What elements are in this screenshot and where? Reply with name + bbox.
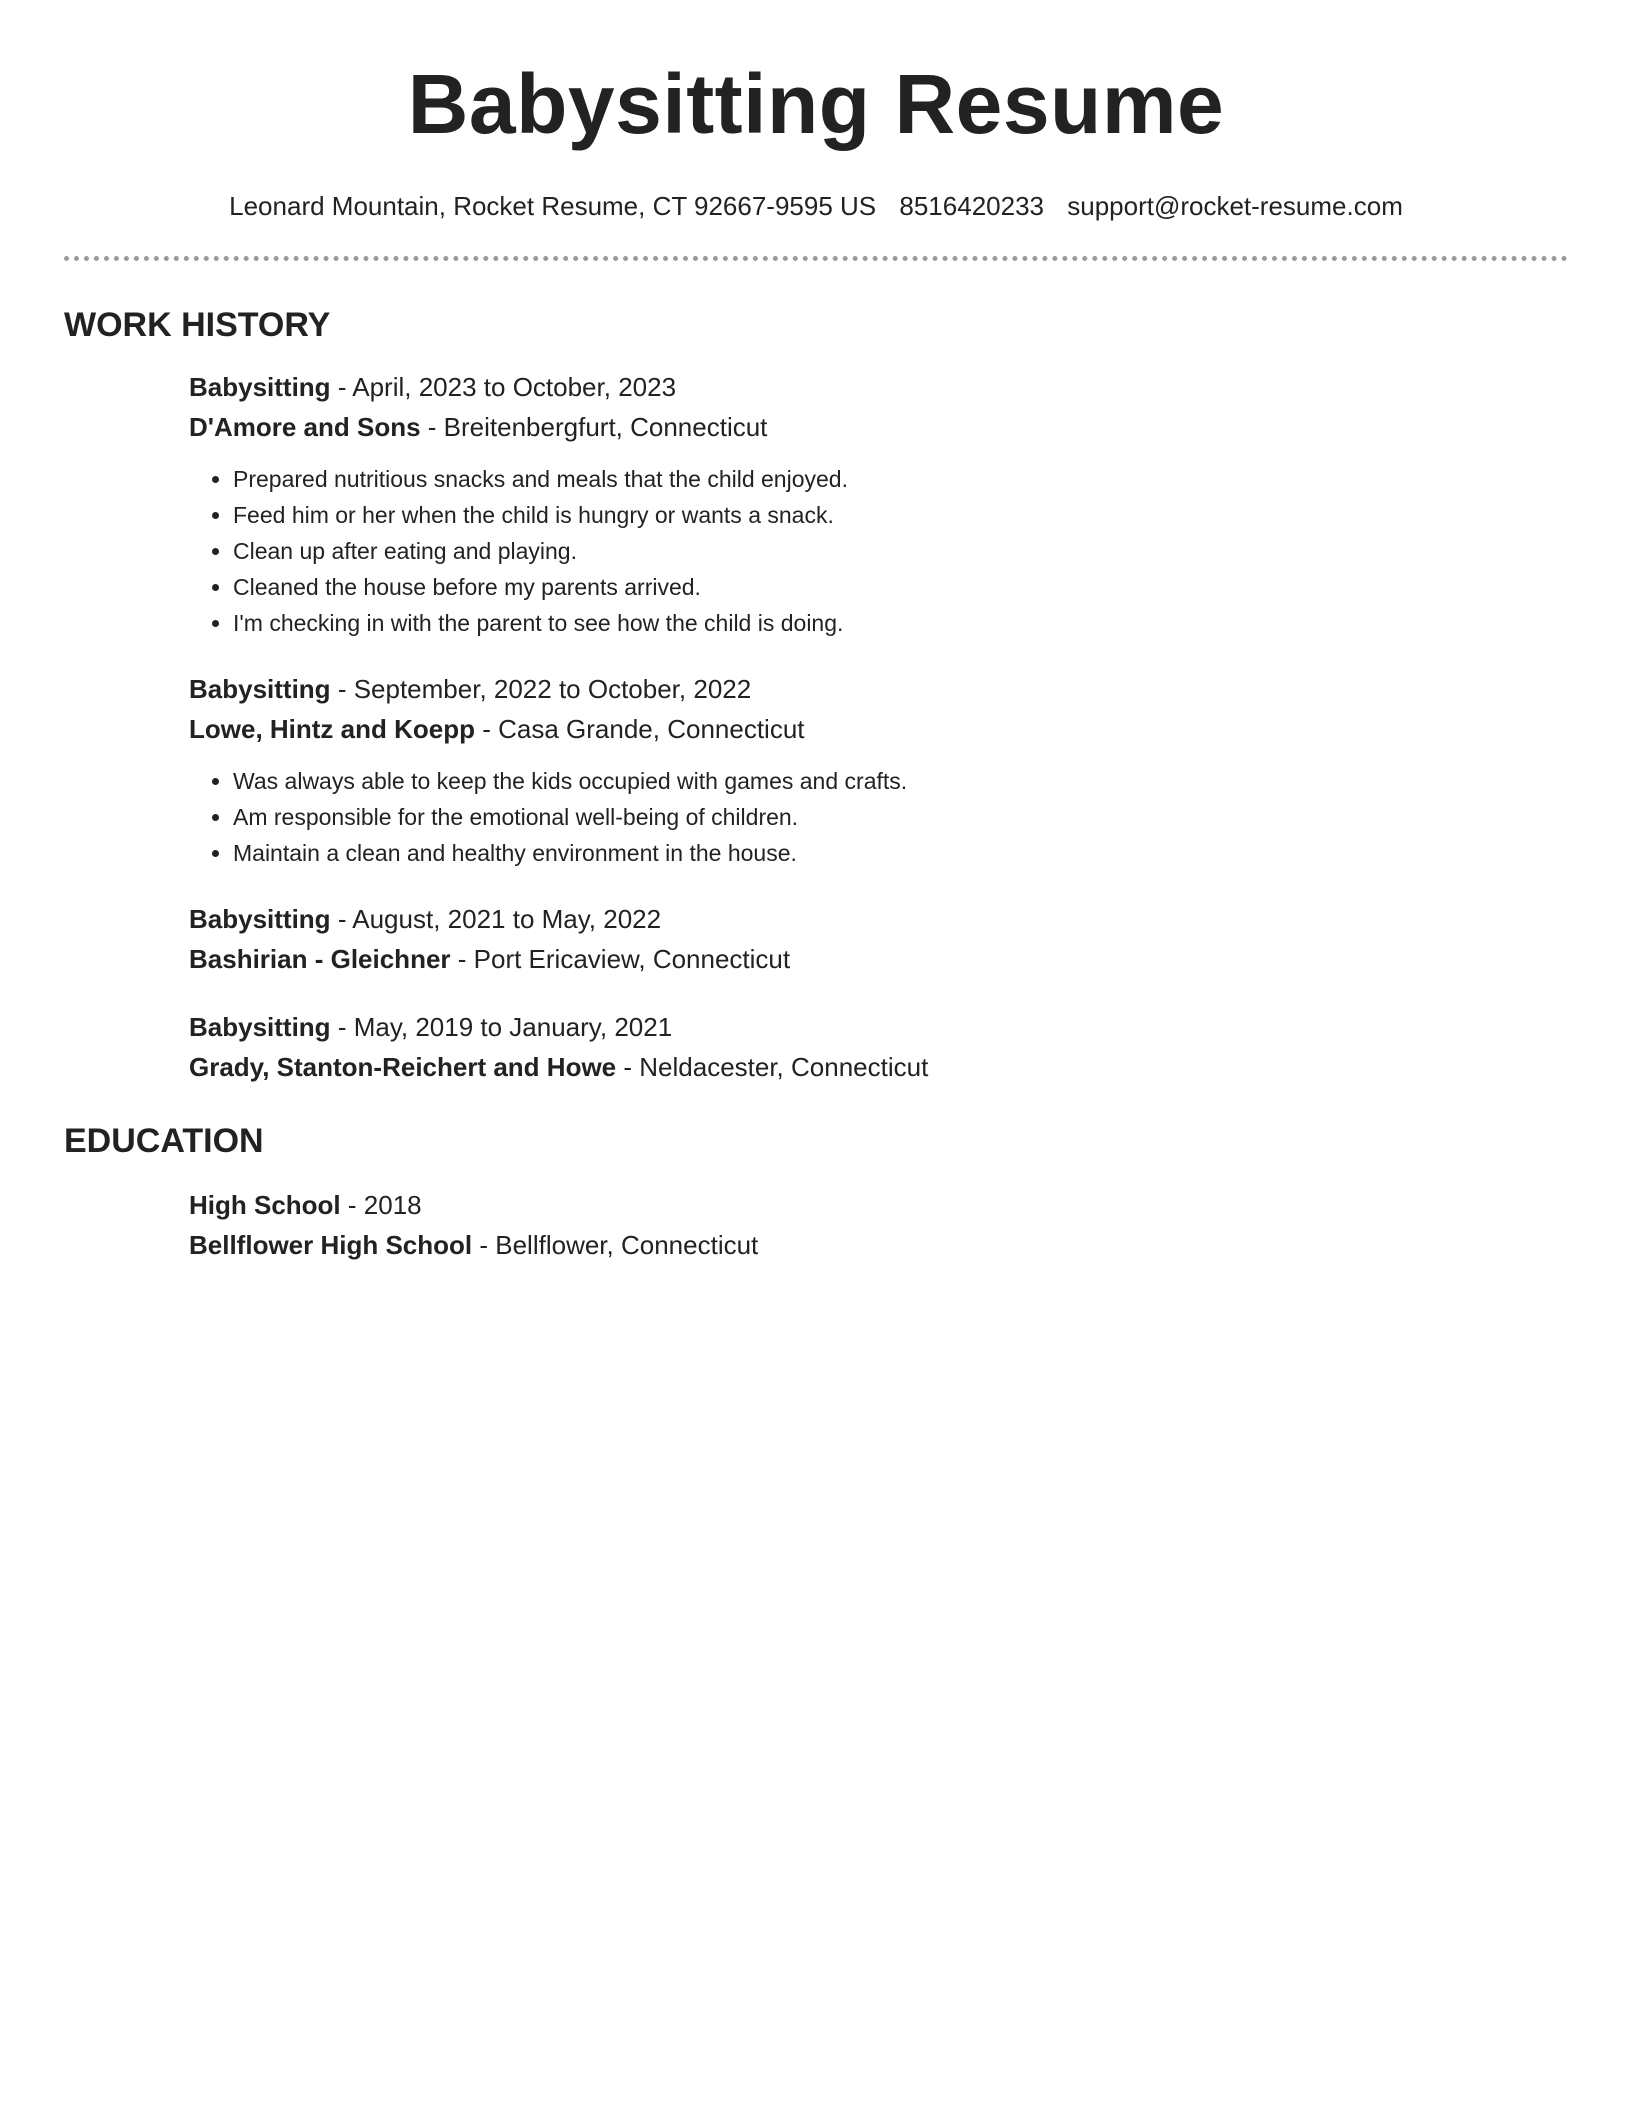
education-degree: High School xyxy=(189,1190,341,1220)
resume-header xyxy=(64,0,1568,222)
contact-address: Leonard Mountain, Rocket Resume, CT 92667-9595 US xyxy=(229,191,877,221)
job-duty: • I'm checking in with the parent to see how the child is doing. xyxy=(233,605,1568,641)
job-location: - Port Ericaview, Connecticut xyxy=(457,944,791,974)
education-school-line xyxy=(189,1225,1568,1265)
job-dates: - August, 2021 to May, 2022 xyxy=(337,904,662,934)
education-location: - Bellflower, Connecticut xyxy=(479,1230,759,1260)
job-duties-list xyxy=(189,461,1568,641)
education-entries xyxy=(64,1185,1568,1265)
resume-title: Babysitting Resume xyxy=(407,57,1225,151)
job-title: Babysitting xyxy=(189,372,331,402)
job-entry xyxy=(189,1007,1568,1087)
job-company-line xyxy=(189,1047,1568,1087)
job-title-line xyxy=(189,1007,1568,1047)
job-title-line xyxy=(189,367,1568,407)
job-company: Grady, Stanton-Reichert and Howe xyxy=(189,1052,617,1082)
header-divider xyxy=(64,256,1568,261)
job-location: - Neldacester, Connecticut xyxy=(623,1052,929,1082)
job-company: Bashirian - Gleichner xyxy=(189,944,451,974)
job-duty: • Prepared nutritious snacks and meals that the child enjoyed. xyxy=(233,461,1568,497)
job-title: Babysitting xyxy=(189,904,331,934)
job-entry xyxy=(189,367,1568,641)
job-company-line xyxy=(189,939,1568,979)
work-history-heading: WORK HISTORY xyxy=(64,306,331,344)
job-company-line xyxy=(189,709,1568,749)
job-entry xyxy=(189,669,1568,871)
contact-line xyxy=(64,190,1568,222)
job-duty: • Cleaned the house before my parents arrived. xyxy=(233,569,1568,605)
job-company: Lowe, Hintz and Koepp xyxy=(189,714,475,744)
job-dates: - September, 2022 to October, 2022 xyxy=(337,674,752,704)
education-degree-line xyxy=(189,1185,1568,1225)
education-school: Bellflower High School xyxy=(189,1230,473,1260)
job-duty: • Clean up after eating and playing. xyxy=(233,533,1568,569)
work-history-entries xyxy=(64,367,1568,1087)
job-title: Babysitting xyxy=(189,674,331,704)
job-entry xyxy=(189,899,1568,979)
job-dates: - May, 2019 to January, 2021 xyxy=(337,1012,673,1042)
job-company-line xyxy=(189,407,1568,447)
job-location: - Breitenbergfurt, Connecticut xyxy=(427,412,768,442)
job-duty: • Am responsible for the emotional well-being of children. xyxy=(233,799,1568,835)
job-title-line xyxy=(189,899,1568,939)
job-duty: • Maintain a clean and healthy environment in the house. xyxy=(233,835,1568,871)
education-entry xyxy=(189,1185,1568,1265)
job-duty: • Feed him or her when the child is hungry or wants a snack. xyxy=(233,497,1568,533)
job-duty: • Was always able to keep the kids occupied with games and crafts. xyxy=(233,763,1568,799)
job-duties-list xyxy=(189,763,1568,871)
job-location: - Casa Grande, Connecticut xyxy=(482,714,805,744)
education-year: - 2018 xyxy=(347,1190,422,1220)
job-title-line xyxy=(189,669,1568,709)
contact-phone: 8516420233 xyxy=(899,191,1044,221)
job-company: D'Amore and Sons xyxy=(189,412,421,442)
contact-email: support@rocket-resume.com xyxy=(1067,191,1403,221)
education-heading: EDUCATION xyxy=(64,1122,264,1160)
job-title: Babysitting xyxy=(189,1012,331,1042)
job-dates: - April, 2023 to October, 2023 xyxy=(337,372,677,402)
